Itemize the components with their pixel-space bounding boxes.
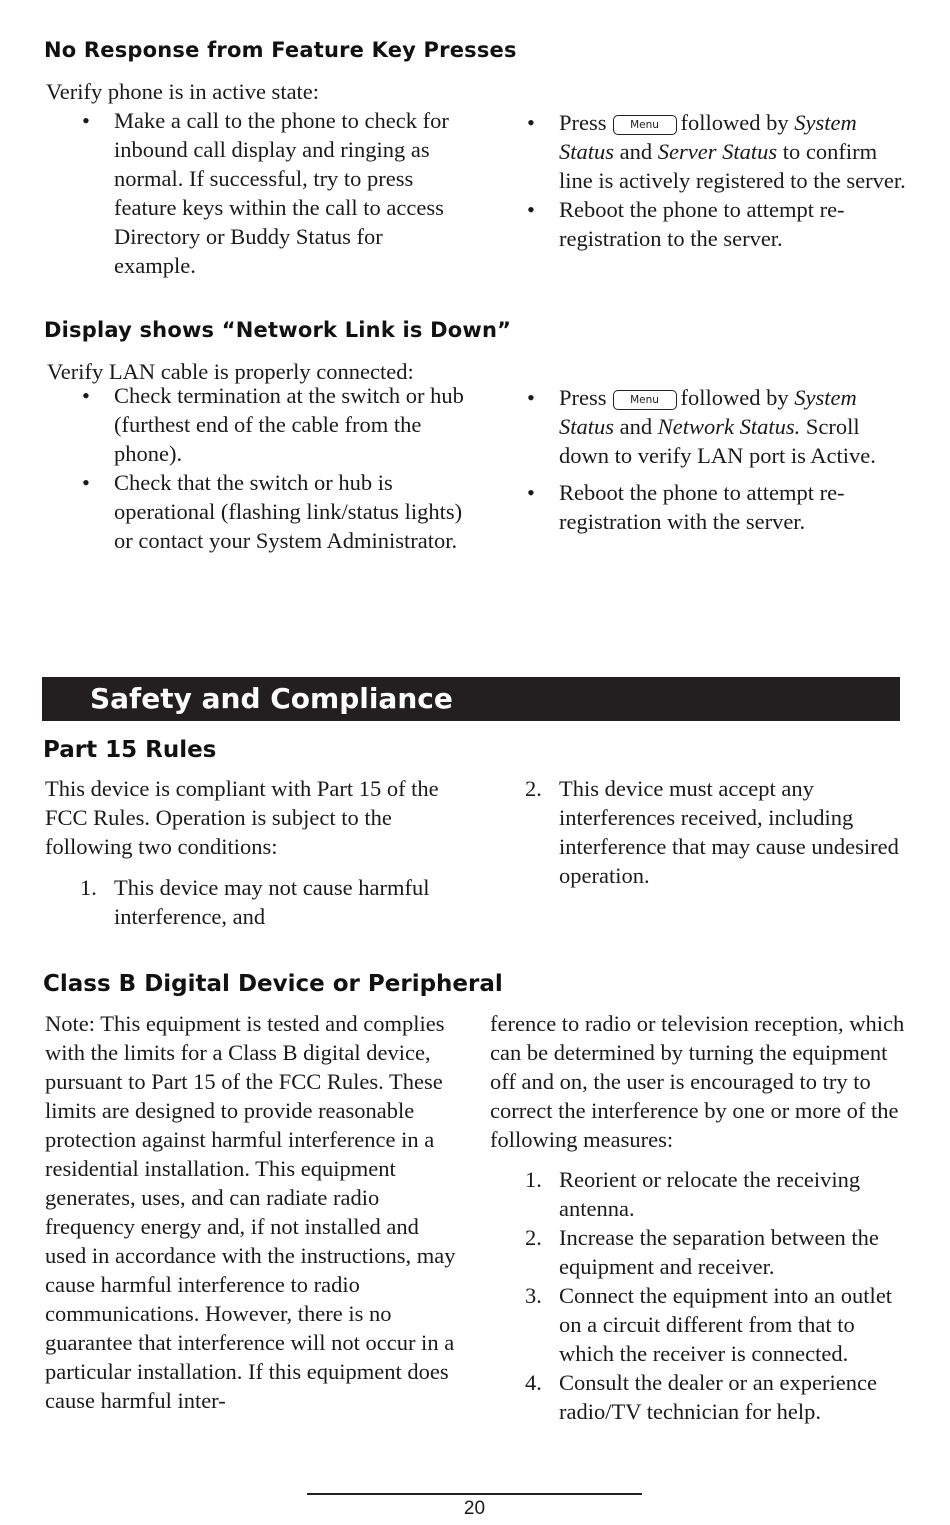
list-item: • Check that the switch or hub is operational (flashing link/status lights) or contact your System Administrator. — [44, 468, 464, 555]
part15-list-right — [489, 774, 909, 890]
no-response-intro: Verify phone is in active state: — [46, 79, 320, 104]
safety-banner — [42, 677, 900, 721]
class-b-measures — [489, 1165, 909, 1426]
list-item: • Make a call to the phone to check for inbound call display and ringing as normal. If successful, try to press feature keys within the call to access Directory or Buddy Status for example. — [44, 106, 464, 280]
list-item: 2. This device must accept any interferences received, including interference that may cause undesired operation. — [525, 776, 899, 888]
list-item: • Press Menu followed by System Status and Network Status. Scroll down to verify LAN port is Active. — [489, 383, 909, 470]
heading-no-response: No Response from Feature Key Presses — [44, 38, 517, 62]
menu-key-icon: Menu — [613, 115, 677, 135]
heading-network-down: Display shows “Network Link is Down” — [44, 318, 512, 342]
list-item: • Reboot the phone to attempt re-registration to the server. — [489, 195, 909, 253]
list-item: • Reboot the phone to attempt re-registration with the server. — [489, 478, 909, 536]
page-number: 20 — [463, 1498, 486, 1519]
safety-banner-title: Safety and Compliance — [90, 682, 453, 715]
list-item: 4. Consult the dealer or an experience radio/TV technician for help. — [525, 1370, 877, 1424]
footer-rule — [307, 1493, 642, 1495]
heading-class-b: Class B Digital Device or Peripheral — [43, 971, 503, 997]
class-b-paragraph-right: ference to radio or television reception, which can be determined by turning the equipment off and on, the user is encouraged to try to correct the interference by one or more of the following measures: — [490, 1011, 905, 1152]
network-down-right-list — [489, 383, 909, 536]
list-item: 2. Increase the separation between the equipment and receiver. — [525, 1225, 879, 1279]
class-b-paragraph-left: Note: This equipment is tested and complies with the limits for a Class B digital device, pursuant to Part 15 of the FCC Rules. These limits are designed to provide reasonable protection against harmful interference in a residential installation. This equipment generates, uses, and can radiate radio frequency energy and, if not installed and used in accordance with the instructions, may cause harmful interference to radio communications. However, there is no guarantee that interference will not occur in a particular installation. If this equipment does cause harmful inter- — [45, 1011, 456, 1413]
no-response-right-list — [489, 108, 909, 253]
part15-list-left — [44, 873, 464, 931]
list-item: 1. Reorient or relocate the receiving antenna. — [525, 1167, 861, 1221]
list-item: • Check termination at the switch or hub (furthest end of the cable from the phone). — [44, 381, 464, 468]
network-down-intro: Verify LAN cable is properly connected: — [47, 359, 414, 384]
list-item: • Press Menu followed by System Status and Server Status to confirm line is actively registered to the server. — [489, 108, 909, 195]
menu-key-icon: Menu — [613, 390, 677, 410]
no-response-left-list — [44, 106, 464, 280]
list-item: 1. This device may not cause harmful interference, and — [80, 875, 430, 929]
heading-part15: Part 15 Rules — [43, 737, 217, 763]
network-down-left-list — [44, 381, 464, 555]
part15-intro: This device is compliant with Part 15 of the FCC Rules. Operation is subject to the following two conditions: — [45, 776, 439, 859]
list-item: 3. Connect the equipment into an outlet on a circuit different from that to which the receiver is connected. — [525, 1283, 893, 1366]
